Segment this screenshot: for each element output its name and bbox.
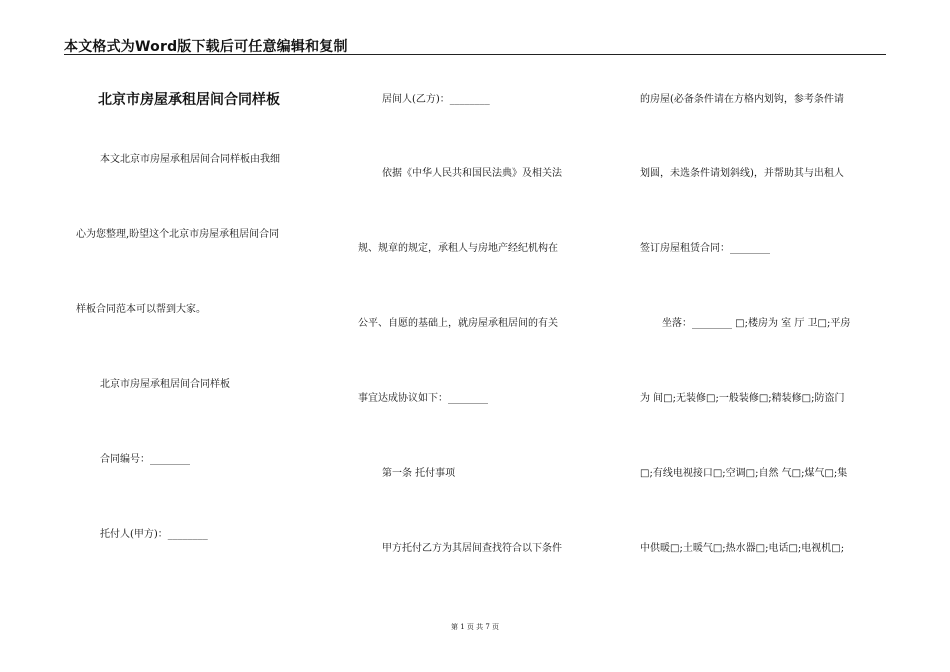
header-divider <box>64 54 886 55</box>
document-header: 本文格式为Word版下载后可任意编辑和复制 <box>64 39 348 55</box>
paragraph-line: 公平、自愿的基础上，就房屋承租居间的有关 <box>358 318 558 329</box>
paragraph-line: 心为您整理,盼望这个北京市房屋承租居间合同 <box>76 229 280 240</box>
broker-party-line: 居间人(乙方)：________ <box>382 94 490 105</box>
paragraph-line: 的房屋(必备条件请在方格内划钩，参考条件请 <box>640 94 844 105</box>
paragraph-line: 样板合同范本可以帮到大家。 <box>76 304 206 315</box>
paragraph-line: 为 间□;无装修□;一般装修□;精装修□;防盗门 <box>640 393 845 404</box>
paragraph-line: 划圆，未选条件请划斜线)，并帮助其与出租人 <box>640 168 844 179</box>
paragraph-line: 甲方托付乙方为其居间查找符合以下条件 <box>382 543 562 554</box>
paragraph-line: 签订房屋租赁合同：________ <box>640 243 770 254</box>
client-party-line: 托付人(甲方)：________ <box>100 529 208 540</box>
paragraph-line: 依据《中华人民共和国民法典》及相关法 <box>382 168 562 179</box>
contract-number-line: 合同编号：________ <box>100 454 190 465</box>
document-title: 北京市房屋承租居间合同样板 <box>98 92 280 108</box>
paragraph-line: 中供暖□;土暖气□;热水器□;电话□;电视机□; <box>640 543 845 554</box>
paragraph-line: 规、规章的规定，承租人与房地产经纪机构在 <box>358 243 558 254</box>
paragraph-line: 本文北京市房屋承租居间合同样板由我细 <box>100 154 280 165</box>
paragraph-line: □;有线电视接口□;空调□;自然 气□;煤气□;集 <box>640 468 848 479</box>
paragraph-line: 事宜达成协议如下：________ <box>358 393 488 404</box>
paragraph-line: 坐落：________ □;楼房为 室 厅 卫□;平房 <box>662 318 851 329</box>
article-heading: 第一条 托付事项 <box>382 468 456 479</box>
section-heading: 北京市房屋承租居间合同样板 <box>100 379 230 390</box>
page-number: 第 1 页 共 7 页 <box>450 623 500 631</box>
